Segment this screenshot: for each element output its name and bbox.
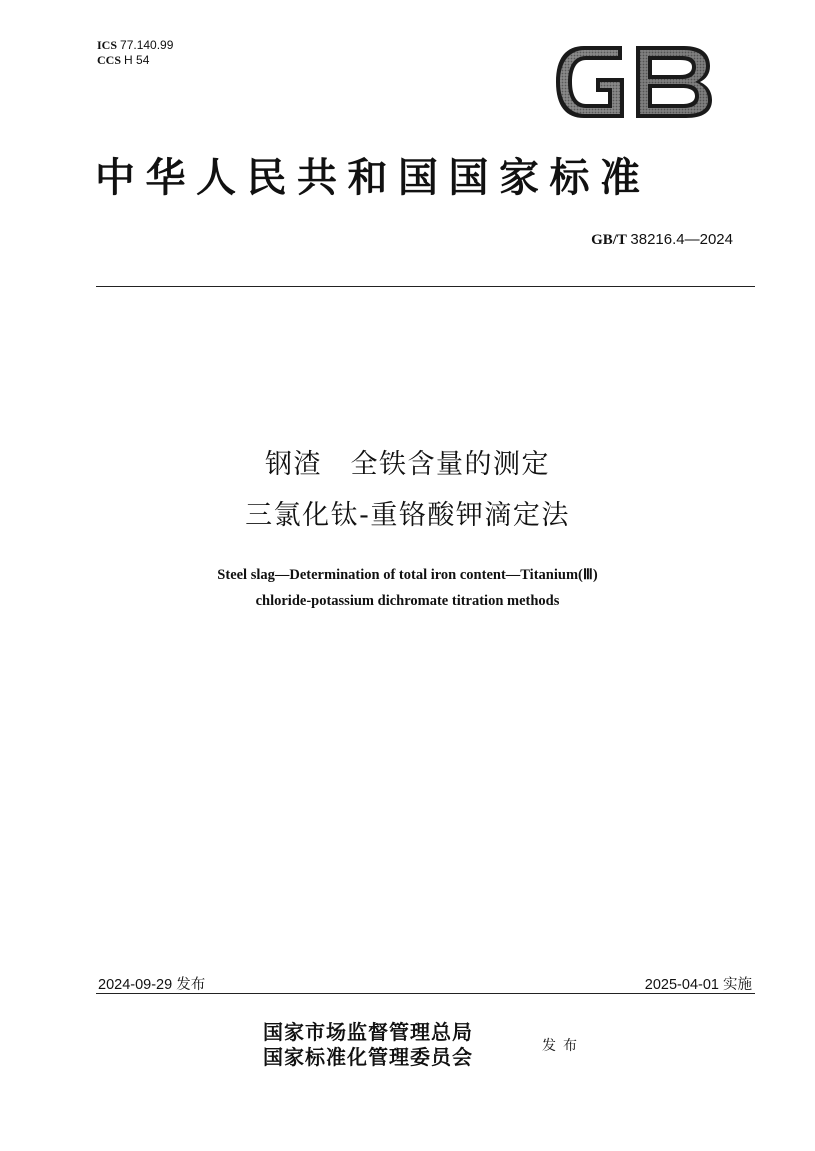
title-en-line2: chloride-potassium dichromate titration methods: [255, 593, 560, 609]
title-cn-line2: 三氯化钛-重铬酸钾滴定法: [245, 500, 570, 531]
issuer-sac: 国家标准化管理委员会: [263, 1045, 473, 1069]
top-divider: [96, 286, 755, 287]
title-cn-line1: 钢渣 全铁含量的测定: [265, 449, 550, 480]
ccs-code: H 54: [124, 53, 150, 67]
bottom-divider: [96, 993, 755, 994]
implementation-date: 2025-04-01 实施: [644, 977, 752, 993]
ics-code: 77.140.99: [120, 38, 174, 52]
title-en-line1: Steel slag—Determination of total iron content—Titanium(Ⅲ): [217, 567, 598, 583]
national-standard-title: 中华人民共和国国家标准: [95, 154, 651, 201]
ics-line: [97, 38, 173, 53]
issuing-organizations: [263, 1020, 473, 1070]
issue-action: 发布: [542, 1038, 584, 1054]
gb-logo: [552, 42, 714, 122]
ics-label: ICS: [97, 38, 118, 52]
ccs-label: CCS: [97, 53, 122, 67]
standard-digits: 38216.4—2024: [630, 231, 733, 248]
issue-date: 2024-09-29 发布: [98, 977, 206, 993]
standard-prefix: GB/T: [591, 232, 627, 248]
ccs-line: [97, 53, 173, 68]
issuer-samr: 国家市场监督管理总局: [263, 1020, 473, 1044]
standard-number: [591, 231, 733, 249]
classification-codes: [97, 38, 173, 68]
